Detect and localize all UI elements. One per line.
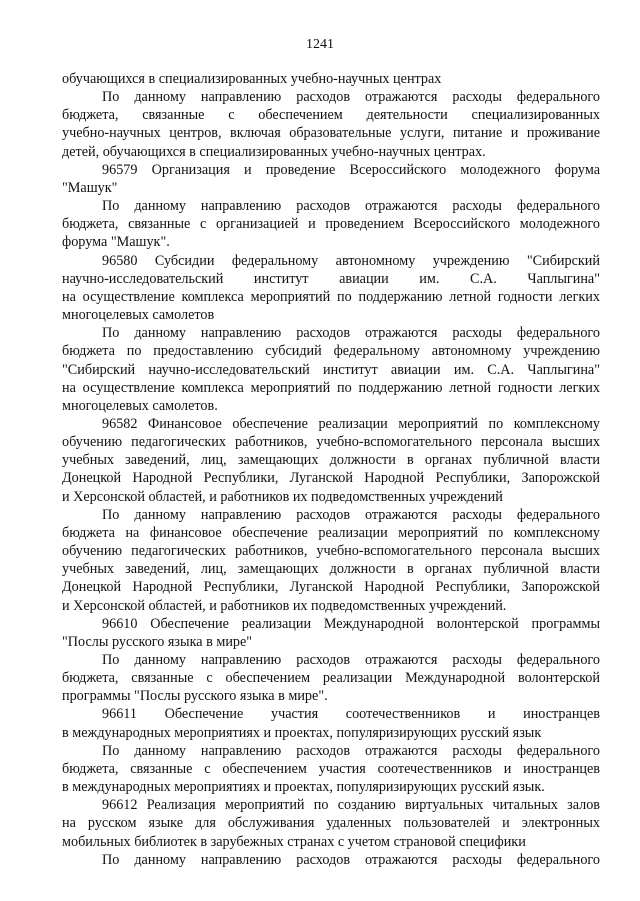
text-line: По данному направлению расходов отражаются расходы федерального [102, 506, 600, 523]
text-line: Донецкой Народной Республики, Луганской Народной Республики, Запорожской [62, 470, 600, 487]
text-line: учебных заведений, лиц, замещающих должности в органах публичной власти [62, 452, 600, 469]
document-body [62, 70, 600, 869]
text-line: 96611 Обеспечение участия соотечественников и иностранцев [102, 706, 600, 723]
text-line: бюджета, связанные с обеспечением деятельности специализированных [62, 107, 600, 124]
text-line: По данному направлению расходов отражаются расходы федерального [102, 742, 600, 759]
text-line: 96612 Реализация мероприятий по созданию виртуальных читальных залов [102, 797, 600, 814]
text-line: обучающихся в специализированных учебно-научных центрах [62, 71, 442, 87]
text-line: научно-исследовательский институт авиации им. С.А. Чаплыгина" [62, 270, 600, 287]
text-line: бюджета на финансовое обеспечение реализации мероприятий по комплексному [62, 524, 600, 541]
text-line: детей, обучающихся в специализированных учебно-научных центрах. [62, 143, 486, 160]
text-line: и Херсонской областей, и работников их подведомственных учреждений. [62, 597, 507, 614]
text-line: бюджета, связанные с обеспечением реализации Международной волонтерской [62, 670, 600, 687]
text-line: программы "Послы русского языка в мире". [62, 688, 328, 705]
text-line: По данному направлению расходов отражаются расходы федерального [102, 851, 600, 868]
text-line: По данному направлению расходов отражаются расходы федерального [102, 652, 600, 668]
text-line: на осуществление комплекса мероприятий по поддержанию летной годности легких [62, 379, 600, 396]
text-line: на осуществление комплекса мероприятий по поддержанию летной годности легких [62, 288, 600, 305]
text-line: обучению педагогических работников, учебно-вспомогательного персонала высших [62, 543, 600, 560]
text-line: 96610 Обеспечение реализации Международной волонтерской программы [102, 615, 600, 632]
text-line: "Послы русского языка в мире" [62, 633, 253, 650]
text-line: 96580 Субсидии федеральному автономному учреждению "Сибирский [102, 252, 600, 269]
text-line: бюджета, связанные с организацией и проведением Всероссийского молодежного [62, 216, 600, 233]
text-line: учебно-научных центров, включая образовательные услуги, питание и проживание [62, 125, 600, 142]
text-line: и Херсонской областей, и работников их подведомственных учреждений [62, 488, 503, 505]
text-line: Донецкой Народной Республики, Луганской Народной Республики, Запорожской [62, 579, 600, 596]
text-line: "Машук" [62, 179, 118, 196]
text-line: в международных мероприятиях и проектах, популяризирующих русский язык [62, 724, 542, 741]
text-line: многоцелевых самолетов. [62, 397, 218, 414]
text-line: По данному направлению расходов отражаются расходы федерального [102, 325, 600, 342]
text-line: По данному направлению расходов отражаются расходы федерального [102, 89, 600, 106]
text-line: на русском языке для обслуживания удаленных пользователей и электронных [62, 815, 600, 832]
text-line: мобильных библиотек в зарубежных странах с учетом страновой специфики [62, 833, 526, 850]
text-line: По данному направлению расходов отражаются расходы федерального [102, 198, 600, 215]
text-line: многоцелевых самолетов [62, 307, 215, 324]
text-line: 96582 Финансовое обеспечение реализации мероприятий по комплексному [102, 415, 600, 432]
page-number: 1241 [306, 37, 334, 52]
text-line: бюджета, связанные с обеспечением участия соотечественников и иностранцев [62, 760, 600, 777]
text-line: обучению педагогических работников, учебно-вспомогательного персонала высших [62, 434, 600, 451]
text-line: "Сибирский научно-исследовательский институт авиации им. С.А. Чаплыгина" [62, 361, 600, 378]
text-line: форума "Машук". [62, 234, 170, 251]
text-line: в международных мероприятиях и проектах, популяризирующих русский язык. [62, 779, 545, 796]
text-line: бюджета по предоставлению субсидий федеральному автономному учреждению [62, 343, 600, 360]
text-line: учебных заведений, лиц, замещающих должности в органах публичной власти [62, 561, 600, 578]
text-line: 96579 Организация и проведение Всероссийского молодежного форума [102, 161, 600, 178]
